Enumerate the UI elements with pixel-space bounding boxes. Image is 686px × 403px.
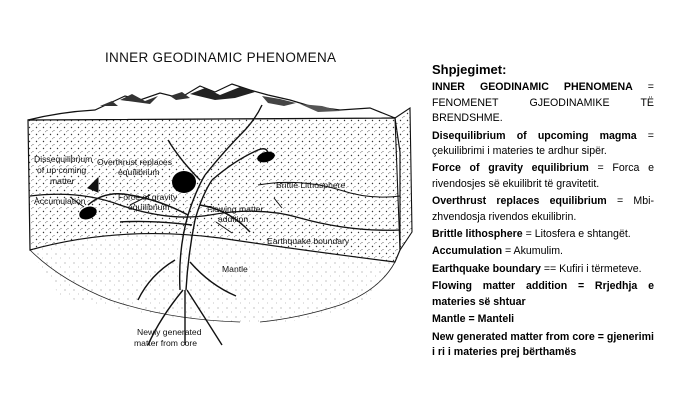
label-overthrust-2: equilibrium [118,167,160,177]
legend-entries [432,80,654,360]
legend-entry [432,312,654,327]
legend-definition: Forca e rivendosjes së ekuilibrit të gravitetit. [432,162,655,190]
legend-term: Disequilibrium of upcoming magma [432,129,637,142]
legend-term: INNER GEODINAMIC PHENOMENA [432,81,633,94]
legend-panel [432,62,654,362]
label-accumulation: Accumulation [34,196,86,206]
legend-entry [432,262,654,277]
legend-separator: = [606,195,634,208]
legend-entry [432,161,654,192]
legend-term: Overthrust replaces equilibrium [432,195,607,208]
legend-term: Accumulation [432,245,503,258]
legend-term: Force of gravity equilibrium [432,162,589,175]
label-disequilibrium-2: of up coming [37,165,87,175]
legend-definition: FENOMENET GJEODINAMIKE TË BRENDSHME. [432,96,654,125]
label-new-matter-1: Newly generated [137,327,202,337]
legend-term: Flowing matter addition = Rrjedhja e materies së shtuar [432,280,654,308]
legend-heading: Shpjegimet: [432,62,507,77]
legend-entry [432,227,654,242]
magma-body-center [172,171,196,193]
legend-separator: = [588,162,613,175]
legend-term: Earthquake boundary [432,262,541,275]
legend-definition: Akumulim. [513,245,563,258]
legend-entry [432,244,654,259]
legend-definition: Litosfera e shtangët. [534,228,631,241]
label-brittle-lithosphere: Brittle Lithosphere [276,180,346,190]
legend-separator: = [636,129,654,142]
label-flowing-2: addition [218,214,249,224]
label-disequilibrium-3: matter [50,176,75,186]
label-flowing-1: Flowing matter [207,204,264,214]
legend-separator: = [632,81,654,94]
legend-entry [432,330,654,361]
label-disequilibrium-1: Dissequilibrium [34,154,93,164]
label-new-matter-2: matter from core [134,338,198,348]
diagram-title: INNER GEODINAMIC PHENOMENA [105,50,337,65]
legend-separator: = [522,228,535,241]
legend-entry [432,80,654,126]
legend-entry [432,129,654,160]
legend-term: Brittle lithosphere [432,228,523,241]
legend-entry [432,194,654,225]
legend-entry [432,279,654,310]
legend-separator: = [502,245,514,258]
label-mantle: Mantle [222,264,248,274]
label-earthquake-boundary: Earthquake boundary [267,236,350,246]
legend-term: Mantle = Manteli [432,313,515,326]
legend-definition: çekuilibrimi i materies te ardhur sipër. [432,145,607,158]
label-overthrust-1: Overthrust replaces [97,157,172,167]
label-gravity-1: Force of gravity [118,192,178,202]
legend-definition: Mbi-zhvendosja rivendos ekuilibrin. [432,195,654,223]
label-gravity-2: equilibrium [128,202,170,212]
legend-term: New generated matter from core = gjenerimi i ri i materies prej bërthamës [432,330,654,358]
legend-definition: Kufiri i tërmeteve. [559,262,642,275]
legend-separator: == [540,262,560,275]
